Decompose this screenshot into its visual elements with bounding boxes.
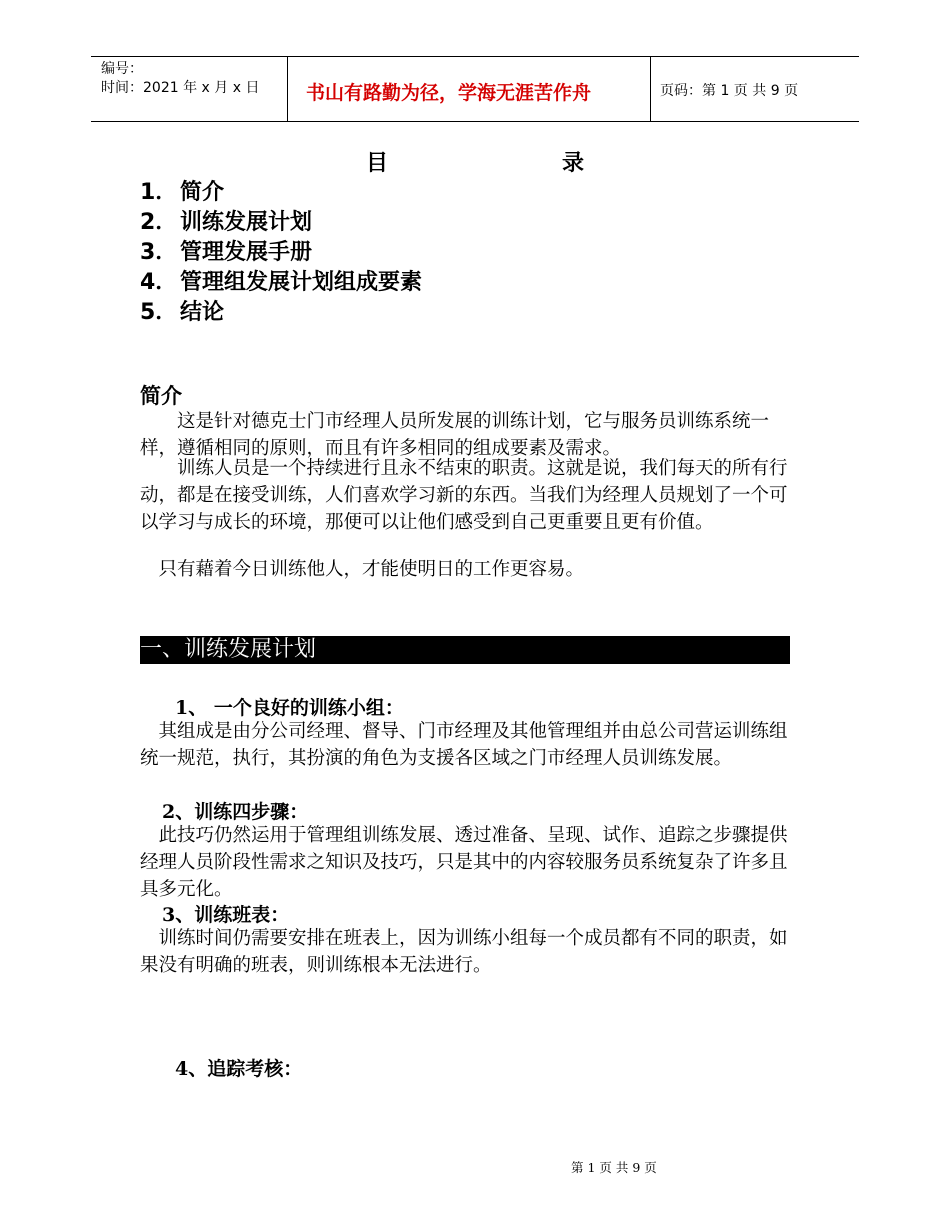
toc-item[interactable] [140, 205, 312, 236]
intro-paragraph: 训练人员是一个持续进行且永不结束的职责。这就是说，我们每天的所有行动，都是在接受训练，人们喜欢学习新的东西。当我们为经理人员规划了一个可以学习与成长的环境，那便可以让他们感受到自己更重要且更有价值。 [140, 458, 788, 533]
header-motto: 书山有路勤为径，学海无涯苦作舟 [306, 82, 592, 104]
header-divider-right [650, 56, 651, 121]
header-top-rule [91, 56, 859, 57]
toc-item-number: 4． [140, 270, 178, 295]
header-page-info: 页码：第 1 页 共 9 页 [660, 83, 799, 99]
intro-paragraph: 这是针对德克士门市经理人员所发展的训练计划，它与服务员训练系统一样，遵循相同的原则，而且有许多相同的组成要素及需求。 [140, 411, 770, 459]
toc-item-number: 3． [140, 240, 178, 265]
section-title-bar: 一、训练发展计划 [140, 636, 790, 664]
subsection-2-title: 2、训练四步骤： [162, 801, 309, 823]
subsection-1-text: 其组成是由分公司经理、督导、门市经理及其他管理组并由总公司营运训练组统一规范，执行，其扮演的角色为支援各区域之门市经理人员训练发展。 [140, 721, 788, 769]
toc-item-number: 2． [140, 210, 178, 235]
toc-title-left: 目 [366, 151, 389, 176]
toc-item-label: 管理发展手册 [180, 240, 313, 265]
subsection-4-title: 4、追踪考核： [175, 1058, 303, 1080]
subsection-2-text: 此技巧仍然运用于管理组训练发展、透过准备、呈现、试作、追踪之步骤提供经理人员阶段性需求之知识及技巧，只是其中的内容较服务员系统复杂了许多且具多元化。 [140, 825, 788, 900]
subsection-3-title: 3、训练班表： [162, 904, 290, 926]
serial-label: 编号： [101, 61, 143, 77]
time-label: 时间：2021 年 x 月 x 日 [101, 80, 260, 96]
toc-item-number: 1． [140, 180, 178, 205]
toc-title-right: 录 [562, 151, 585, 176]
intro-paragraph: 只有藉着今日训练他人，才能使明日的工作更容易。 [140, 559, 585, 580]
toc-item[interactable] [140, 265, 422, 296]
page-footer: 第 1 页 共 9 页 [571, 1160, 657, 1175]
subsection-3-text: 训练时间仍需要安排在班表上，因为训练小组每一个成员都有不同的职责，如果没有明确的班表，则训练根本无法进行。 [140, 928, 788, 976]
toc-item-label: 管理组发展计划组成要素 [180, 270, 423, 295]
toc-item[interactable] [140, 295, 224, 326]
toc-item-label: 简介 [180, 180, 225, 205]
subsection-1-title: 1、 一个良好的训练小组： [175, 697, 404, 719]
toc-item-label: 结论 [180, 300, 225, 325]
toc-item-label: 训练发展计划 [180, 210, 313, 235]
header-bottom-rule [91, 121, 859, 122]
intro-heading: 简介 [140, 384, 182, 408]
toc-item[interactable] [140, 175, 224, 206]
toc-item-number: 5． [140, 300, 178, 325]
toc-item[interactable] [140, 235, 312, 266]
header-divider-left [287, 56, 288, 121]
